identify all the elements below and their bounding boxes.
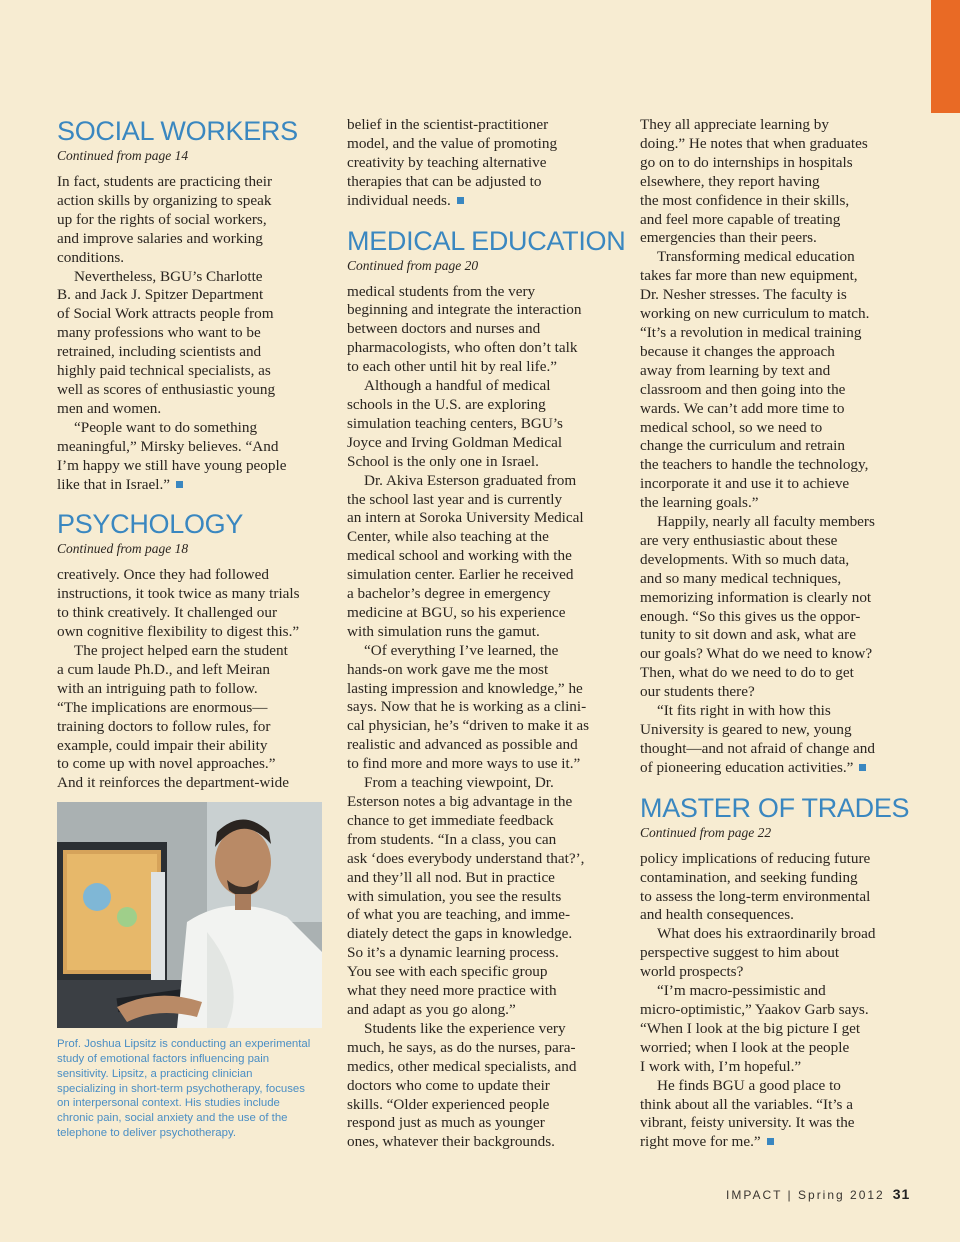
text-line: thought—and not afraid of change and <box>640 739 875 757</box>
continued-note: Continued from page 14 <box>57 148 189 163</box>
text-line: Happily, nearly all faculty members <box>657 513 875 531</box>
text-line: to come up with novel approaches.” <box>57 755 276 773</box>
text-line: with simulation runs the gamut. <box>347 622 540 640</box>
paragraph <box>640 850 904 926</box>
text-line: I work with, I’m hopeful.” <box>640 1057 802 1075</box>
text-line: creatively. Once they had followed <box>57 566 269 584</box>
text-line: individual needs. <box>347 192 611 211</box>
text-line: to each other until hit by real life.” <box>347 358 558 376</box>
text-line: They all appreciate learning by <box>640 116 829 133</box>
text-line: realistic and advanced as possible and <box>347 736 578 754</box>
text-line: diately detect the gaps in knowledge. <box>347 925 573 943</box>
text-line: ask ‘does everybody understand that?’, <box>347 849 585 867</box>
text-line: “It fits right in with how this <box>657 702 831 720</box>
text-line: think about all the variables. “It’s a <box>640 1095 853 1113</box>
text-line: doing.” He notes that when graduates <box>640 134 868 152</box>
text-line: medical school, so we need to <box>640 418 823 436</box>
paragraph <box>347 283 611 378</box>
text-line: hands-on work gave me the most <box>347 660 549 678</box>
column-2 <box>347 116 626 1152</box>
text-line: what they need more practice with <box>347 982 557 1000</box>
text-line: Then, what do we need to do to get <box>640 664 854 682</box>
text-line: contamination, and seeking funding <box>640 868 858 886</box>
text-line: away from learning by text and <box>640 361 831 379</box>
text-line: right move for me.” <box>640 1133 904 1152</box>
text-line: In fact, students are practicing their <box>57 173 273 190</box>
text-line: He finds BGU a good place to <box>657 1076 841 1094</box>
caption-line: study of emotional factors influencing pain <box>57 1053 270 1066</box>
text-line: conditions. <box>57 248 125 266</box>
continued-note: Continued from page 18 <box>57 541 189 557</box>
paragraph <box>640 513 904 702</box>
paragraph <box>347 472 611 642</box>
text-line: our students there? <box>640 683 755 701</box>
text-line: incorporate it and use it to achieve <box>640 475 850 493</box>
text-line: Transforming medical education <box>657 248 855 266</box>
text-line: of Social Work attracts people from <box>57 305 274 323</box>
text-line: worried; when I look at the people <box>640 1038 850 1056</box>
section-heading-medical-education: MEDICAL EDUCATION <box>347 225 626 256</box>
text-line: skills. “Older experienced people <box>347 1095 550 1113</box>
text-line: and they’ll all nod. But in practice <box>347 868 555 886</box>
text-line: wards. We can’t add more time to <box>640 399 845 417</box>
text-line: schools in the U.S. are exploring <box>347 395 546 413</box>
text-line: So it’s a dynamic learning process. <box>347 944 559 962</box>
paragraph <box>347 774 611 1020</box>
text-line: cal physician, he’s “driven to make it as <box>347 717 590 735</box>
end-mark-icon <box>457 197 464 204</box>
text-line: Dr. Akiva Esterson graduated from <box>364 471 577 489</box>
text-line: to find more and more ways to use it.” <box>347 755 581 773</box>
caption-line: telephone to deliver psychotherapy. <box>57 1127 236 1140</box>
text-line: the learning goals.” <box>640 494 759 512</box>
text-line: well as scores of enthusiastic young <box>57 380 276 398</box>
text-line: between doctors and nurses and <box>347 320 541 338</box>
text-line: classroom and then going into the <box>640 380 846 398</box>
text-line: with an intriguing path to follow. <box>57 679 258 697</box>
text-line: What does his extraordinarily broad <box>657 925 876 943</box>
text-line: meaningful,” Mirsky believes. “And <box>57 437 279 455</box>
text-line: our goals? What do we need to know? <box>640 645 873 663</box>
paragraph <box>640 116 904 248</box>
caption-line: sensitivity. Lipsitz, a practicing clinician <box>57 1067 253 1080</box>
paragraph <box>57 173 321 268</box>
text-line: Center, while also teaching at the <box>347 528 549 546</box>
text-line: training doctors to follow rules, for <box>57 717 271 735</box>
text-line: School is the only one in Israel. <box>347 452 539 470</box>
text-line: belief in the scientist-practitioner <box>347 116 549 133</box>
text-line: the teachers to handle the technology, <box>640 456 869 474</box>
paragraph <box>57 642 321 793</box>
paragraph <box>347 642 611 774</box>
continued-note: Continued from page 20 <box>347 257 479 273</box>
text-line: medics, other medical specialists, and <box>347 1057 577 1075</box>
text-line: like that in Israel.” <box>57 476 321 495</box>
orange-tab-accent <box>931 0 960 113</box>
caption-line: on interpersonal context. His studies include <box>57 1097 280 1110</box>
text-line: pharmacologists, who often don’t talk <box>347 339 578 357</box>
text-line: are very enthusiastic about these <box>640 531 838 549</box>
text-line: creativity by teaching alternative <box>347 153 547 171</box>
text-line: policy implications of reducing future <box>640 849 871 867</box>
text-line: highly paid technical specialists, as <box>57 362 271 380</box>
text-line: “Of everything I’ve learned, the <box>364 641 559 659</box>
end-mark-icon <box>176 481 183 488</box>
text-line: The project helped earn the student <box>74 642 288 660</box>
text-line: tunity to sit down and ask, what are <box>640 626 856 644</box>
text-line: Nevertheless, BGU’s Charlotte <box>74 267 263 285</box>
paragraph <box>640 248 904 513</box>
text-line: And it reinforces the department-wide <box>57 774 289 792</box>
text-line: “The implications are enormous— <box>57 698 268 716</box>
column-3 <box>640 116 910 1152</box>
text-line: medical school and working with the <box>347 547 572 565</box>
text-line: because it changes the approach <box>640 342 835 360</box>
text-line: memorizing information is clearly not <box>640 588 872 606</box>
section-heading-social-workers: SOCIAL WORKERS <box>57 116 298 146</box>
text-line: medicine at BGU, so his experience <box>347 603 566 621</box>
text-line: B. and Jack J. Spitzer Department <box>57 286 264 304</box>
text-line: with simulation, you see the results <box>347 887 562 905</box>
text-line: “People want to do something <box>74 418 258 436</box>
text-line: and feel more capable of treating <box>640 210 841 228</box>
text-line: simulation teaching centers, BGU’s <box>347 414 563 432</box>
paragraph <box>347 116 611 211</box>
text-line: You see with each specific group <box>347 963 548 981</box>
text-line: many professions who want to be <box>57 324 261 342</box>
text-line: world prospects? <box>640 963 744 981</box>
paragraph <box>57 268 321 419</box>
text-line: I’m happy we still have young people <box>57 456 287 474</box>
paragraph <box>347 377 611 472</box>
end-mark-icon <box>767 1138 774 1145</box>
paragraph <box>640 982 904 1077</box>
portrait-photo <box>57 802 322 1028</box>
text-line: to think creatively. It challenged our <box>57 604 277 622</box>
paragraph <box>640 702 904 778</box>
text-line: respond just as much as younger <box>347 1114 545 1132</box>
paragraph <box>640 925 904 982</box>
text-line: instructions, it took twice as many trials <box>57 585 300 603</box>
text-line: much, he says, as do the nurses, para- <box>347 1038 576 1056</box>
text-line: ones, whatever their backgrounds. <box>347 1133 555 1151</box>
text-line: Esterson notes a big advantage in the <box>347 793 573 810</box>
text-line: University is geared to new, young <box>640 721 852 738</box>
publication-name: IMPACT | Spring 2012 <box>726 1188 885 1202</box>
article-body <box>57 566 321 793</box>
text-line: up for the rights of social workers, <box>57 210 267 228</box>
text-line: model, and the value of promoting <box>347 134 558 152</box>
text-line: retrained, including scientists and <box>57 343 262 361</box>
text-line: and health consequences. <box>640 906 794 924</box>
article-body <box>347 116 611 211</box>
article-body <box>57 173 321 494</box>
text-line: micro-optimistic,” Yaakov Garb says. <box>640 1000 869 1018</box>
text-line: “When I look at the big picture I get <box>640 1019 861 1037</box>
caption-line: Prof. Joshua Lipsitz is conducting an experimental <box>57 1038 311 1051</box>
text-line: of pioneering education activities.” <box>640 759 904 778</box>
text-line: emergencies than their peers. <box>640 229 817 247</box>
text-line: Joyce and Irving Goldman Medical <box>347 433 563 451</box>
text-line: and improve salaries and working <box>57 229 263 247</box>
text-line: enough. “So this gives us the oppor- <box>640 607 861 625</box>
page-footer <box>726 1186 910 1202</box>
text-line: beginning and integrate the interaction <box>347 301 582 319</box>
text-line: From a teaching viewpoint, Dr. <box>364 774 554 792</box>
text-line: go on to do internships in hospitals <box>640 153 853 171</box>
page-number: 31 <box>892 1186 911 1202</box>
text-line: simulation center. Earlier he received <box>347 566 574 584</box>
article-body <box>347 283 611 1153</box>
text-line: an intern at Soroka University Medical <box>347 509 584 527</box>
column-1 <box>57 116 321 1141</box>
text-line: to assess the long-term environmental <box>640 887 871 905</box>
text-line: action skills by organizing to speak <box>57 191 272 209</box>
caption-line: chronic pain, social anxiety and the use of the <box>57 1112 288 1125</box>
text-line: chance to get immediate feedback <box>347 811 554 829</box>
text-line: “I’m macro-pessimistic and <box>657 982 826 1000</box>
text-line: of what you are teaching, and imme- <box>347 906 571 924</box>
text-line: doctors who come to update their <box>347 1076 550 1094</box>
text-line: from students. “In a class, you can <box>347 830 557 848</box>
paragraph <box>640 1077 904 1153</box>
text-line: example, could impair their ability <box>57 736 268 754</box>
text-line: elsewhere, they report having <box>640 172 820 190</box>
text-line: and adapt as you go along.” <box>347 1000 516 1018</box>
caption-line: specializing in short-term psychotherapy, focuses <box>57 1082 305 1095</box>
text-line: Although a handful of medical <box>364 377 551 395</box>
text-line: change the curriculum and retrain <box>640 437 845 455</box>
section-heading-master-of-trades: MASTER OF TRADES <box>640 792 910 823</box>
section-heading-psychology: PSYCHOLOGY <box>57 509 244 540</box>
text-line: a cum laude Ph.D., and left Meiran <box>57 660 270 678</box>
text-line: therapies that can be adjusted to <box>347 172 542 190</box>
text-line: Dr. Nesher stresses. The faculty is <box>640 286 847 304</box>
text-line: the school last year and is currently <box>347 490 563 508</box>
text-line: the most confidence in their skills, <box>640 191 850 209</box>
photo-caption <box>57 1037 321 1141</box>
text-line: says. Now that he is working as a clini- <box>347 698 587 716</box>
article-body <box>640 850 904 1153</box>
text-line: medical students from the very <box>347 282 536 300</box>
paragraph <box>347 1020 611 1152</box>
text-line: and so many medical techniques, <box>640 569 842 587</box>
text-line: perspective suggest to him about <box>640 944 840 962</box>
text-line: “It’s a revolution in medical training <box>640 323 862 341</box>
text-line: Students like the experience very <box>364 1019 566 1037</box>
text-line: lasting impression and knowledge,” he <box>347 679 583 697</box>
paragraph <box>57 566 321 642</box>
continued-note: Continued from page 22 <box>640 824 772 840</box>
text-line: a bachelor’s degree in emergency <box>347 585 551 603</box>
text-line: vibrant, feisty university. It was the <box>640 1114 855 1132</box>
text-line: men and women. <box>57 399 162 417</box>
text-line: takes far more than new equipment, <box>640 267 858 285</box>
paragraph <box>57 419 321 495</box>
end-mark-icon <box>859 764 866 771</box>
article-body <box>640 116 904 778</box>
text-line: working on new curriculum to match. <box>640 305 870 323</box>
text-line: developments. With so much data, <box>640 550 850 568</box>
text-line: own cognitive flexibility to digest this.” <box>57 623 300 641</box>
